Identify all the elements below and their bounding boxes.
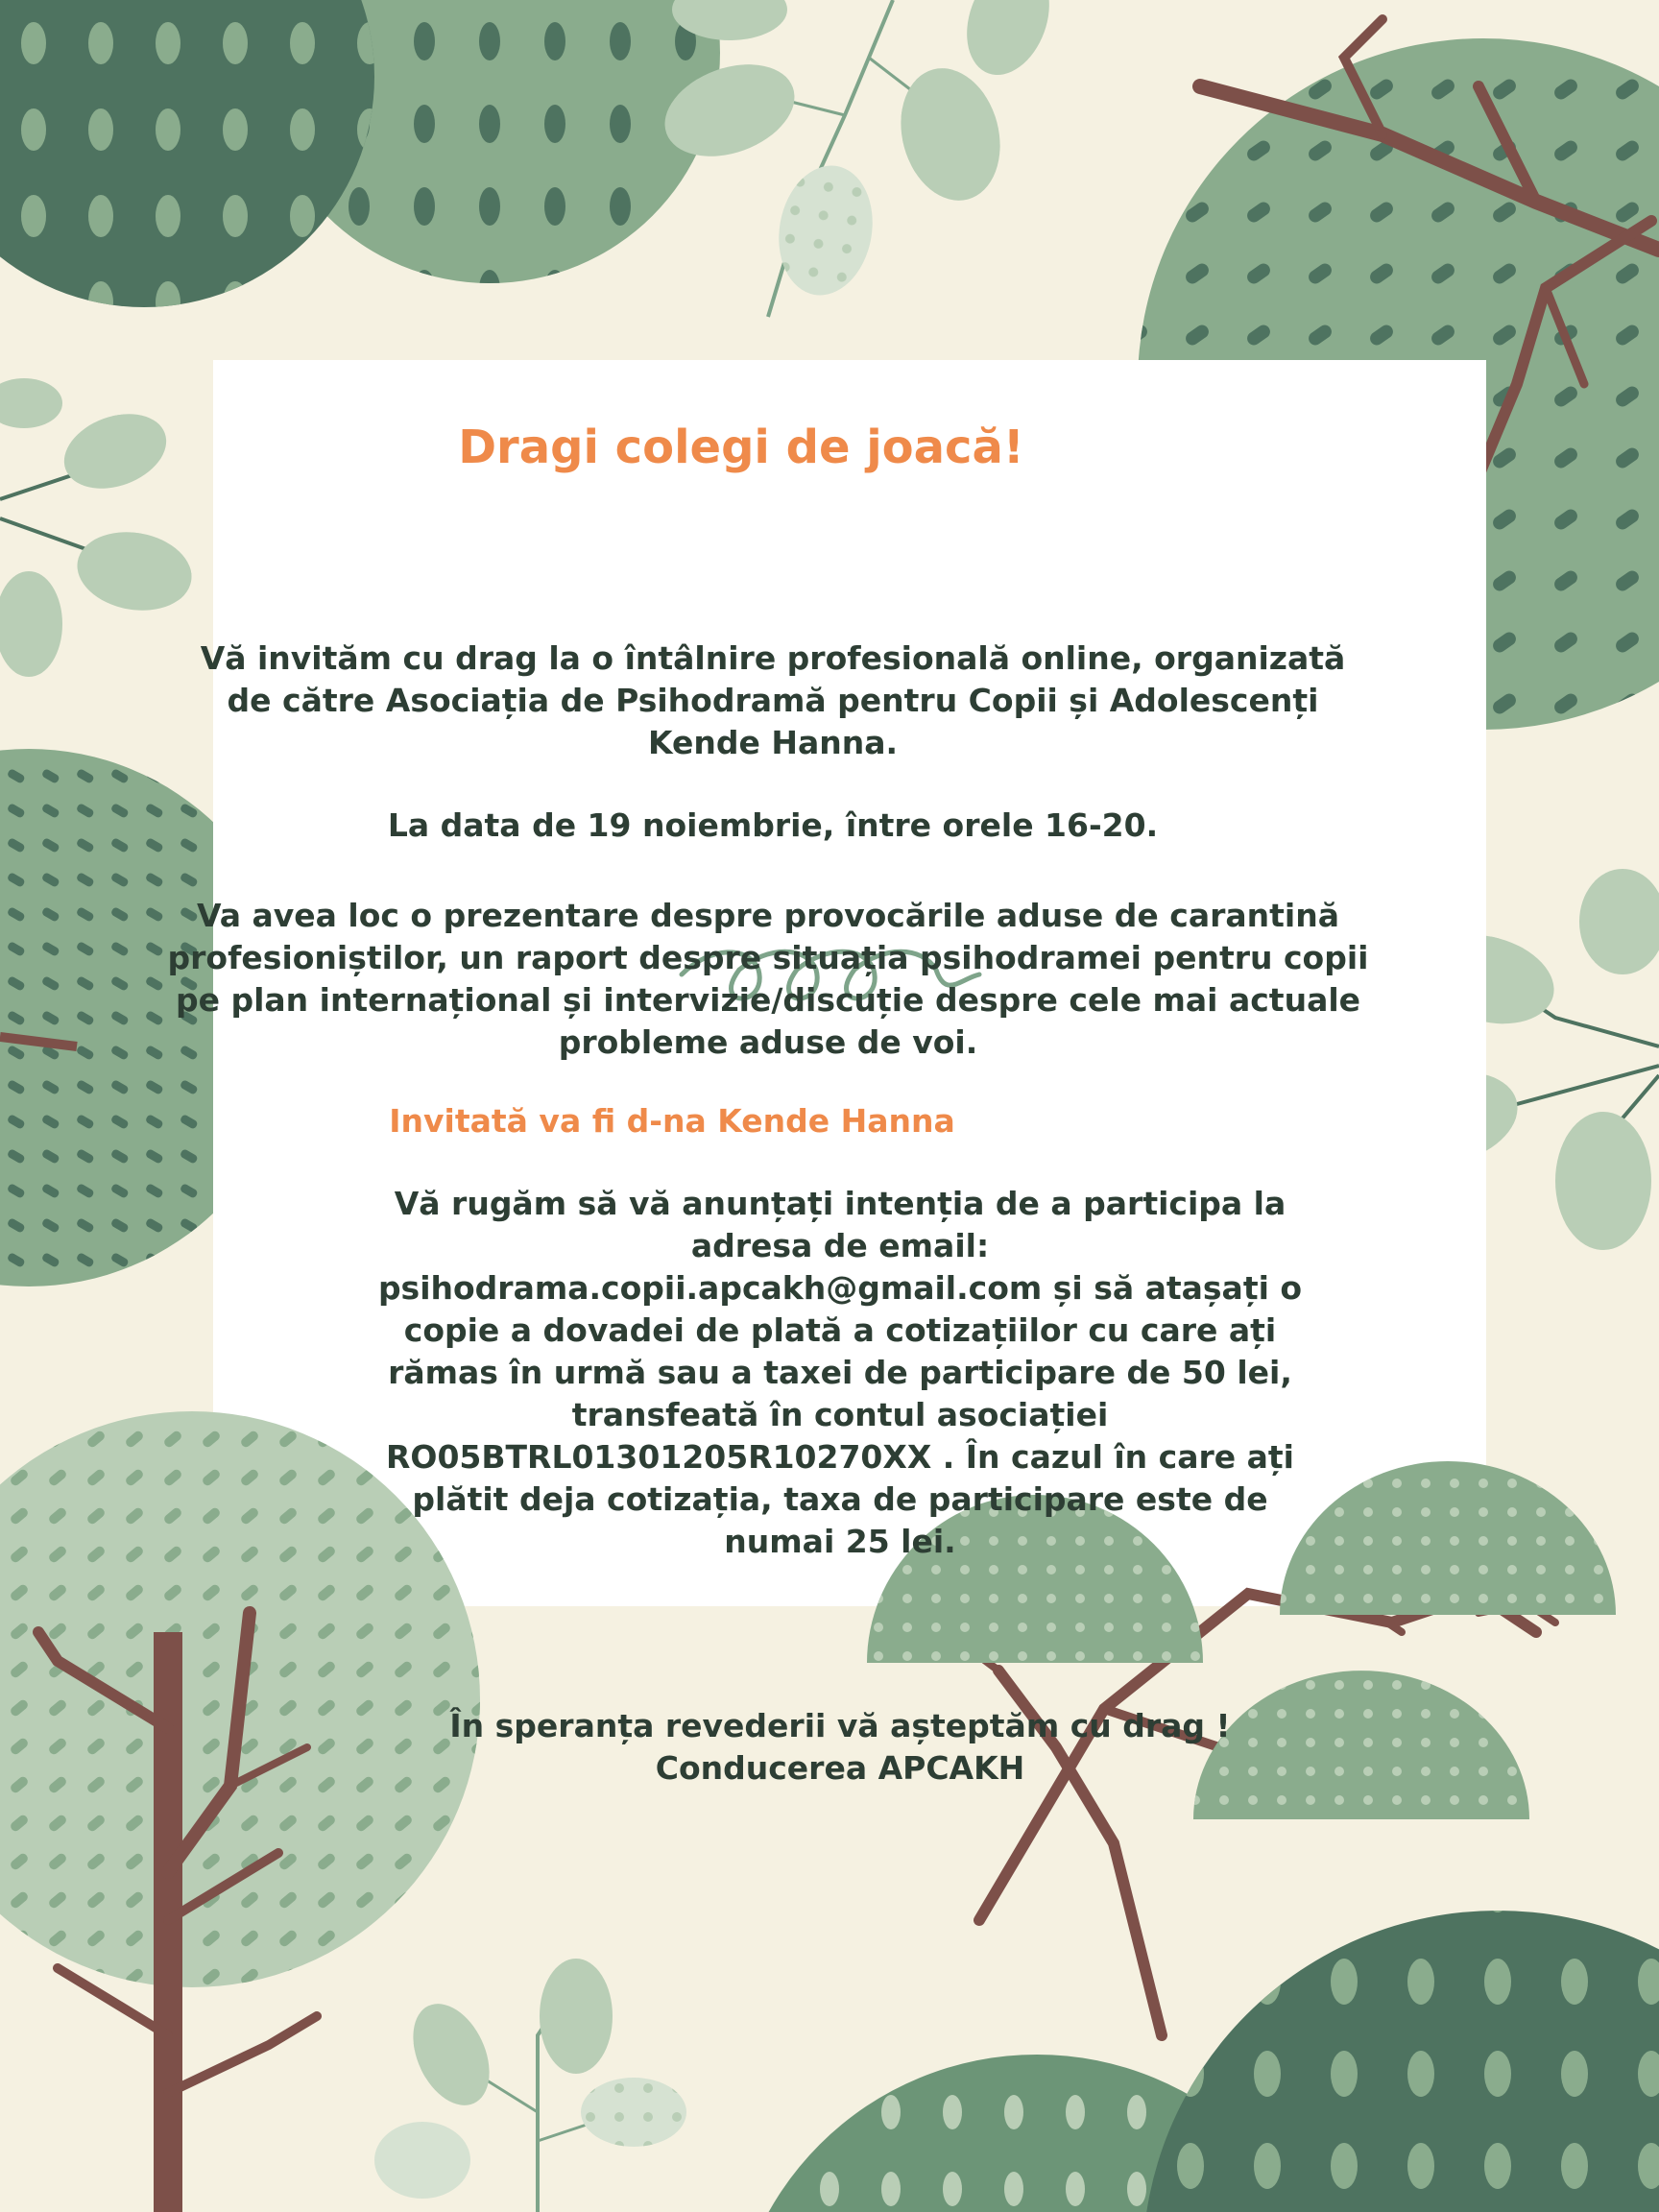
request-line: transfeată în contul asociației xyxy=(571,1396,1109,1433)
closing-signature xyxy=(336,1705,1344,1790)
program-line: pe plan internațional și intervizie/discuție despre cele mai actuale xyxy=(175,981,1361,1019)
top-left-tree-crowns xyxy=(0,0,720,307)
request-line: copie a dovadei de plată a cotizațiilor cu care ați xyxy=(403,1311,1277,1349)
date-paragraph xyxy=(173,805,1373,847)
iban-line: RO05BTRL01301205R10270XX . În cazul în care ați xyxy=(385,1438,1294,1476)
program-line: profesioniștilor, un raport despre situația psihodramei pentru copii xyxy=(167,939,1369,976)
guest-announcement: Invitată va fi d-na Kende Hanna xyxy=(389,1102,955,1140)
left-leaf-branch xyxy=(0,378,198,677)
request-line: plătit deja cotizația, taxa de participare este de xyxy=(412,1480,1268,1518)
intro-line: de către Asociația de Psihodramă pentru Copii și Adolescenți xyxy=(227,682,1319,719)
request-line: numai 25 lei. xyxy=(724,1523,956,1560)
registration-paragraph xyxy=(336,1183,1344,1563)
program-paragraph xyxy=(144,895,1392,1064)
intro-line: Kende Hanna. xyxy=(647,724,899,761)
page-title: Dragi colegi de joacă! xyxy=(458,421,1024,474)
email-line: psihodrama.copii.apcakh@gmail.com și să atașați o xyxy=(377,1269,1303,1307)
closing-line: În speranța revederii vă așteptăm cu drag ! xyxy=(449,1707,1231,1744)
signature-line: Conducerea APCAKH xyxy=(655,1749,1025,1787)
program-line: probleme aduse de voi. xyxy=(558,1023,978,1061)
intro-line: Vă invităm cu drag la o întâlnire profesională online, organizată xyxy=(200,639,1346,677)
request-line: rămas în urmă sau a taxei de participare de 50 lei, xyxy=(388,1354,1292,1391)
bottom-leaf-branch xyxy=(374,1959,686,2212)
request-line: adresa de email: xyxy=(690,1227,990,1264)
intro-paragraph xyxy=(173,637,1373,764)
request-line: Vă rugăm să vă anunțați intenția de a participa la xyxy=(394,1185,1286,1222)
program-line: Va avea loc o prezentare despre provocările aduse de carantină xyxy=(196,897,1339,934)
date-line: La data de 19 noiembrie, între orele 16-20. xyxy=(387,806,1159,844)
